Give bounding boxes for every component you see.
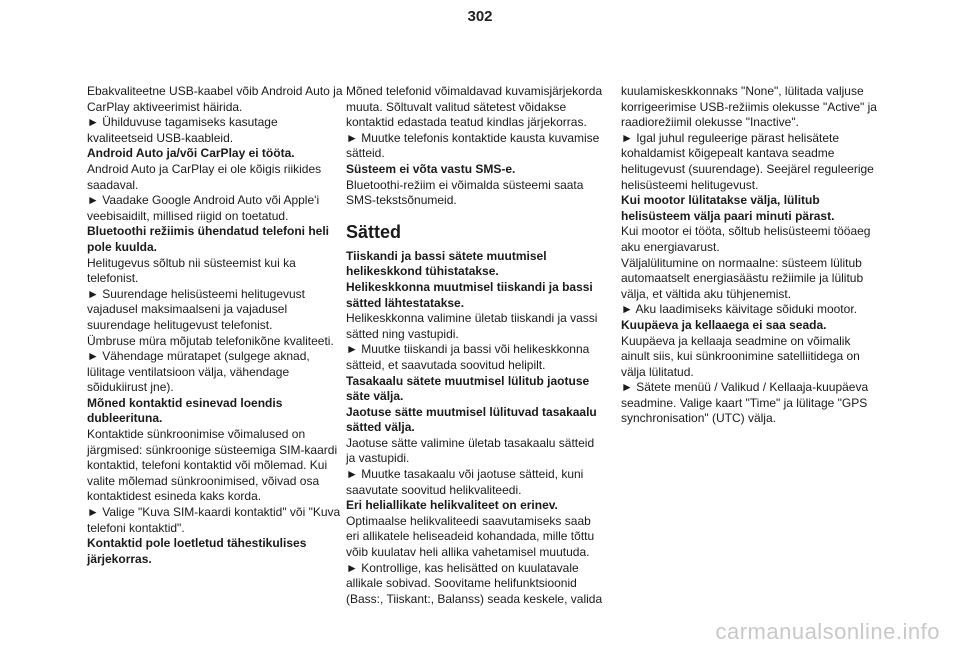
- bold-heading-paragraph: Eri heliallikate helikvaliteet on erinev.: [346, 498, 558, 513]
- column-2-section: [346, 249, 604, 608]
- bold-heading-paragraph: Süsteem ei võta vastu SMS-e.: [346, 161, 516, 176]
- column-1: [87, 84, 345, 567]
- column-3: [621, 84, 879, 427]
- body-paragraph: Helitugevus sõltub nii süsteemist kui ka telefonist.: [87, 255, 296, 286]
- body-paragraph: Kuupäeva ja kellaaja seadmine on võimalik ainult siis, kui sünkroonimine satelliitidega on välja lülitatud.: [621, 333, 860, 379]
- body-paragraph: ► Vähendage müratapet (sulgege aknad, lülitage ventilatsioon välja, vähendage sõidukiirust jne).: [87, 349, 310, 395]
- body-paragraph: Ebakvaliteetne USB-kaabel võib Android Auto ja CarPlay aktiveerimist häirida.: [87, 84, 343, 114]
- body-paragraph: Helikeskkonna valimine ületab tiiskandi ja vassi sätted ning vastupidi.: [346, 311, 598, 341]
- bold-heading-paragraph: Bluetoothi režiimis ühendatud telefoni heli pole kuulda.: [87, 224, 330, 254]
- bold-heading-paragraph: Kontaktid pole loetletud tähestikulises järjekorras.: [87, 536, 307, 566]
- body-paragraph: ► Muutke tiiskandi ja bassi või helikeskkonna sätteid, et saavutada soovitud helipilt.: [346, 342, 590, 372]
- body-paragraph: Optimaalse helikvaliteedi saavutamiseks saab eri allikatele heliseadeid kohandada, mille tõttu võib kuulatav heli allika vahetamisel muutuda.: [346, 513, 595, 560]
- bold-heading-paragraph: Tasakaalu sätete muutmisel lülitub jaotuse säte välja.: [346, 373, 590, 404]
- body-paragraph: Mõned telefonid võimaldavad kuvamisjärjekorda muuta. Sõltuvalt valitud sätetest võidakse kontaktid edastada teatud kindlas järjekorras.: [346, 84, 603, 130]
- body-paragraph: Android Auto ja CarPlay ei ole kõigis riikides saadaval.: [87, 161, 322, 192]
- body-paragraph: Väljalülitumine on normaalne: süsteem lülitub automaatselt energiasäästu režiimile ja lülitub välja, et vältida aku tühjenemist.: [621, 255, 864, 301]
- body-paragraph: Bluetoothi-režiim ei võimalda süsteemi saata SMS-tekstsõnumeid.: [346, 177, 584, 208]
- section-heading-satted: Sätted: [346, 221, 402, 242]
- bold-heading-paragraph: Kuupäeva ja kellaaega ei saa seada.: [621, 317, 827, 332]
- body-paragraph: ► Ühilduvuse tagamiseks kasutage kvaliteetseid USB-kaableid.: [87, 115, 278, 145]
- body-paragraph: Kontaktide sünkroonimise võimalused on järgmised: sünkroonige süsteemiga SIM-kaardi kontaktid, telefoni kontaktid või mõlemad. Kui valite mõlemad sünkroonimised, võivad osa kontaktidest esineda kaks korda.: [87, 427, 338, 504]
- column-2: [346, 84, 604, 607]
- body-paragraph: ► Kontrollige, kas helisätted on kuulatavale allikale sobivad. Soovitame helifunktsioonid (Bass:, Tiiskant:, Balanss) seada keskele, valida: [346, 560, 603, 606]
- body-paragraph: ► Valige "Kuva SIM-kaardi kontaktid" või "Kuva telefoni kontaktid".: [87, 505, 341, 535]
- bold-heading-paragraph: Tiiskandi ja bassi sätete muutmisel helikeskkond tühistatakse.: [346, 248, 547, 279]
- body-paragraph: ► Igal juhul reguleerige pärast helisätete kohaldamist kõigepealt kantava seadme helitugevust (suurendage). Seejärel reguleerige helisüsteemi helitugevust.: [621, 130, 874, 192]
- column-2-intro: [346, 84, 604, 209]
- bold-heading-paragraph: Helikeskkonna muutmisel tiiskandi ja bassi sätted lähtestatakse.: [346, 279, 593, 310]
- page-number: 302: [467, 8, 493, 25]
- body-paragraph: Kui mootor ei tööta, sõltub helisüsteemi tööaeg aku energiavarust.: [621, 224, 871, 254]
- bold-heading-paragraph: Jaotuse sätte muutmisel lülituvad tasakaalu sätted välja.: [346, 404, 597, 435]
- bold-heading-paragraph: Kui mootor lülitatakse välja, lülitub helisüsteem välja paari minuti pärast.: [621, 193, 835, 223]
- body-paragraph: ► Aku laadimiseks käivitage sõiduki mootor.: [621, 302, 857, 317]
- body-paragraph: ► Vaadake Google Android Auto või Apple'i veebisaidilt, millised riigid on toetatud.: [87, 193, 320, 223]
- body-paragraph: ► Sätete menüü / Valikud / Kellaaja-kuupäeva seadmine. Valige kaart "Time" ja lülitage "GPS synchronisation" (UTC) välja.: [621, 380, 869, 426]
- bold-heading-paragraph: Mõned kontaktid esinevad loendis dubleerituna.: [87, 395, 283, 426]
- body-paragraph: Ümbruse müra mõjutab telefonikõne kvaliteeti.: [87, 333, 334, 348]
- bold-heading-paragraph: Android Auto ja/või CarPlay ei tööta.: [87, 146, 295, 161]
- body-paragraph: Jaotuse sätte valimine ületab tasakaalu sätteid ja vastupidi.: [346, 435, 595, 466]
- body-paragraph: kuulamiskeskkonnaks "None", lülitada valjuse korrigeerimise USB-režiimis olekusse "Active" ja raadiorežiimil olekusse "Inactive".: [621, 84, 877, 130]
- body-paragraph: ► Suurendage helisüsteemi helitugevust vajadusel maksimaalseni ja vajadusel suurendage helitugevust telefonist.: [87, 286, 306, 332]
- watermark: carmanualsonline.info: [715, 619, 940, 644]
- body-paragraph: ► Muutke telefonis kontaktide kausta kuvamise sätteid.: [346, 130, 600, 161]
- body-paragraph: ► Muutke tasakaalu või jaotuse sätteid, kuni saavutate soovitud helikvaliteedi.: [346, 467, 584, 497]
